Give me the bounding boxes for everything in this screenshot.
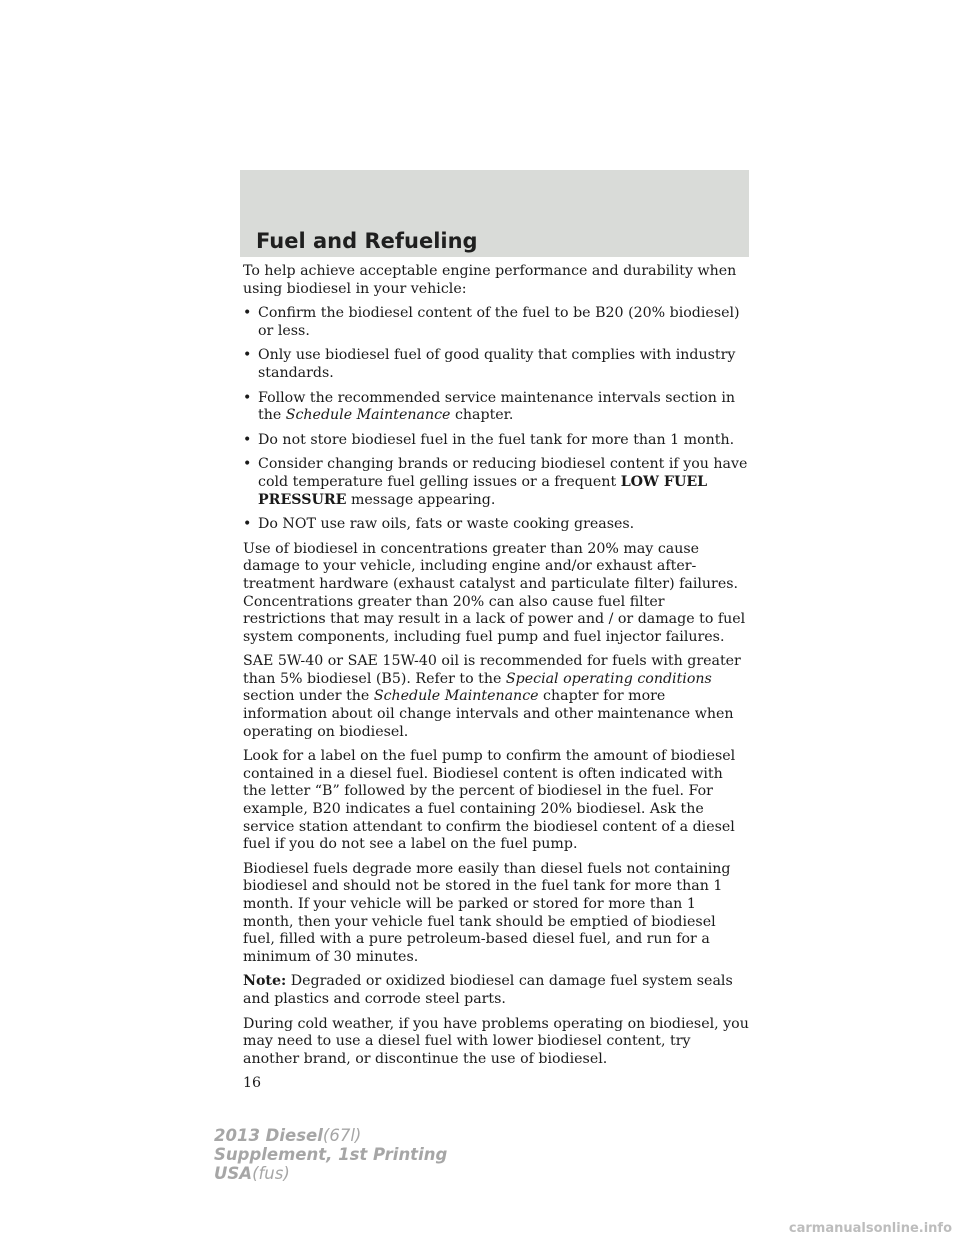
paragraph-label: Look for a label on the fuel pump to confirm the amount of biodiesel contained in a diesel fuel. Biodiesel content is often indicated with the letter “B” followed by the percent of biodiesel in the fuel. For example, B20 indicates a fuel containing 20% biodiesel. Ask the service station attendant to confirm the biodiesel content of a diesel fuel if you do not see a label on the fuel pump. — [243, 748, 736, 853]
paragraph-degrade: Biodiesel fuels degrade more easily than diesel fuels not containing biodiesel and should not be stored in the fuel tank for more than 1 month. If your vehicle will be parked or stored for more than 1 month, then your vehicle fuel tank should be emptied of biodiesel fuel, filled with a pure petroleum-based diesel fuel, and run for a minimum of 30 minutes. — [243, 860, 731, 965]
bullet-item: • Follow the recommended service maintenance intervals section in the Schedule Maintenance chapter. — [243, 389, 736, 424]
footer-line-2: Supplement, 1st Printing — [214, 1145, 448, 1164]
paragraph-oil: SAE 5W-40 or SAE 15W-40 oil is recommended for fuels with greater than 5% biodiesel (B5). Refer to the Special operating conditions section under the Schedule Maintenance chapter for more information about oil change intervals and other maintenance when operating on biodiesel. — [243, 653, 741, 740]
bullet-icon: • — [243, 516, 252, 533]
footer-line-1: 2013 Diesel(67l) — [214, 1126, 362, 1145]
paragraph-concentration: Use of biodiesel in concentrations greater than 20% may cause damage to your vehicle, including engine and/or exhaust after-treatment hardware (exhaust catalyst and particulate filter) failures. Concentrations greater than 20% can also cause fuel filter restrictions that may result in a lack of power and / or damage to fuel system components, including fuel pump and fuel injector failures. — [243, 540, 746, 645]
footer-line-3: USA(fus) — [214, 1164, 290, 1183]
warning-message-name: LOW FUEL PRESSURE — [258, 473, 708, 508]
watermark: carmanualsonline.info — [788, 1221, 952, 1236]
page-number: 16 — [243, 1075, 262, 1092]
section-title: Fuel and Refueling — [256, 229, 478, 253]
bullet-item: • Do NOT use raw oils, fats or waste cooking greases. — [243, 516, 635, 533]
bullet-icon: • — [243, 347, 252, 364]
bullet-item: • Do not store biodiesel fuel in the fuel tank for more than 1 month. — [243, 431, 735, 448]
print-footer — [214, 1126, 447, 1183]
note-label: Note: — [243, 973, 287, 990]
note-paragraph: Note: Degraded or oxidized biodiesel can damage fuel system seals and plastics and corrode steel parts. — [243, 973, 733, 1007]
intro-paragraph: To help achieve acceptable engine performance and durability when using biodiesel in your vehicle: — [243, 263, 737, 297]
bullet-icon: • — [243, 389, 252, 406]
paragraph-cold-weather: During cold weather, if you have problems operating on biodiesel, you may need to use a diesel fuel with lower biodiesel content, try another brand, or discontinue the use of biodiesel. — [243, 1015, 749, 1067]
chapter-reference: Schedule Maintenance — [285, 407, 451, 424]
bullet-list — [243, 305, 749, 534]
bullet-icon: • — [243, 456, 252, 473]
bullet-item: • Confirm the biodiesel content of the fuel to be B20 (20% biodiesel) or less. — [243, 305, 740, 339]
section-reference: Special operating conditions — [505, 670, 712, 687]
bullet-item: • Only use biodiesel fuel of good quality that complies with industry standards. — [243, 347, 736, 381]
section-header-bar — [240, 170, 749, 257]
bullet-icon: • — [243, 305, 252, 322]
chapter-reference: Schedule Maintenance — [373, 688, 539, 705]
bullet-icon: • — [243, 431, 252, 448]
bullet-item: • Consider changing brands or reducing biodiesel content if you have cold temperature fuel gelling issues or a frequent LOW FUEL PRESSURE message appearing. — [243, 456, 748, 508]
page-content — [243, 263, 749, 1093]
